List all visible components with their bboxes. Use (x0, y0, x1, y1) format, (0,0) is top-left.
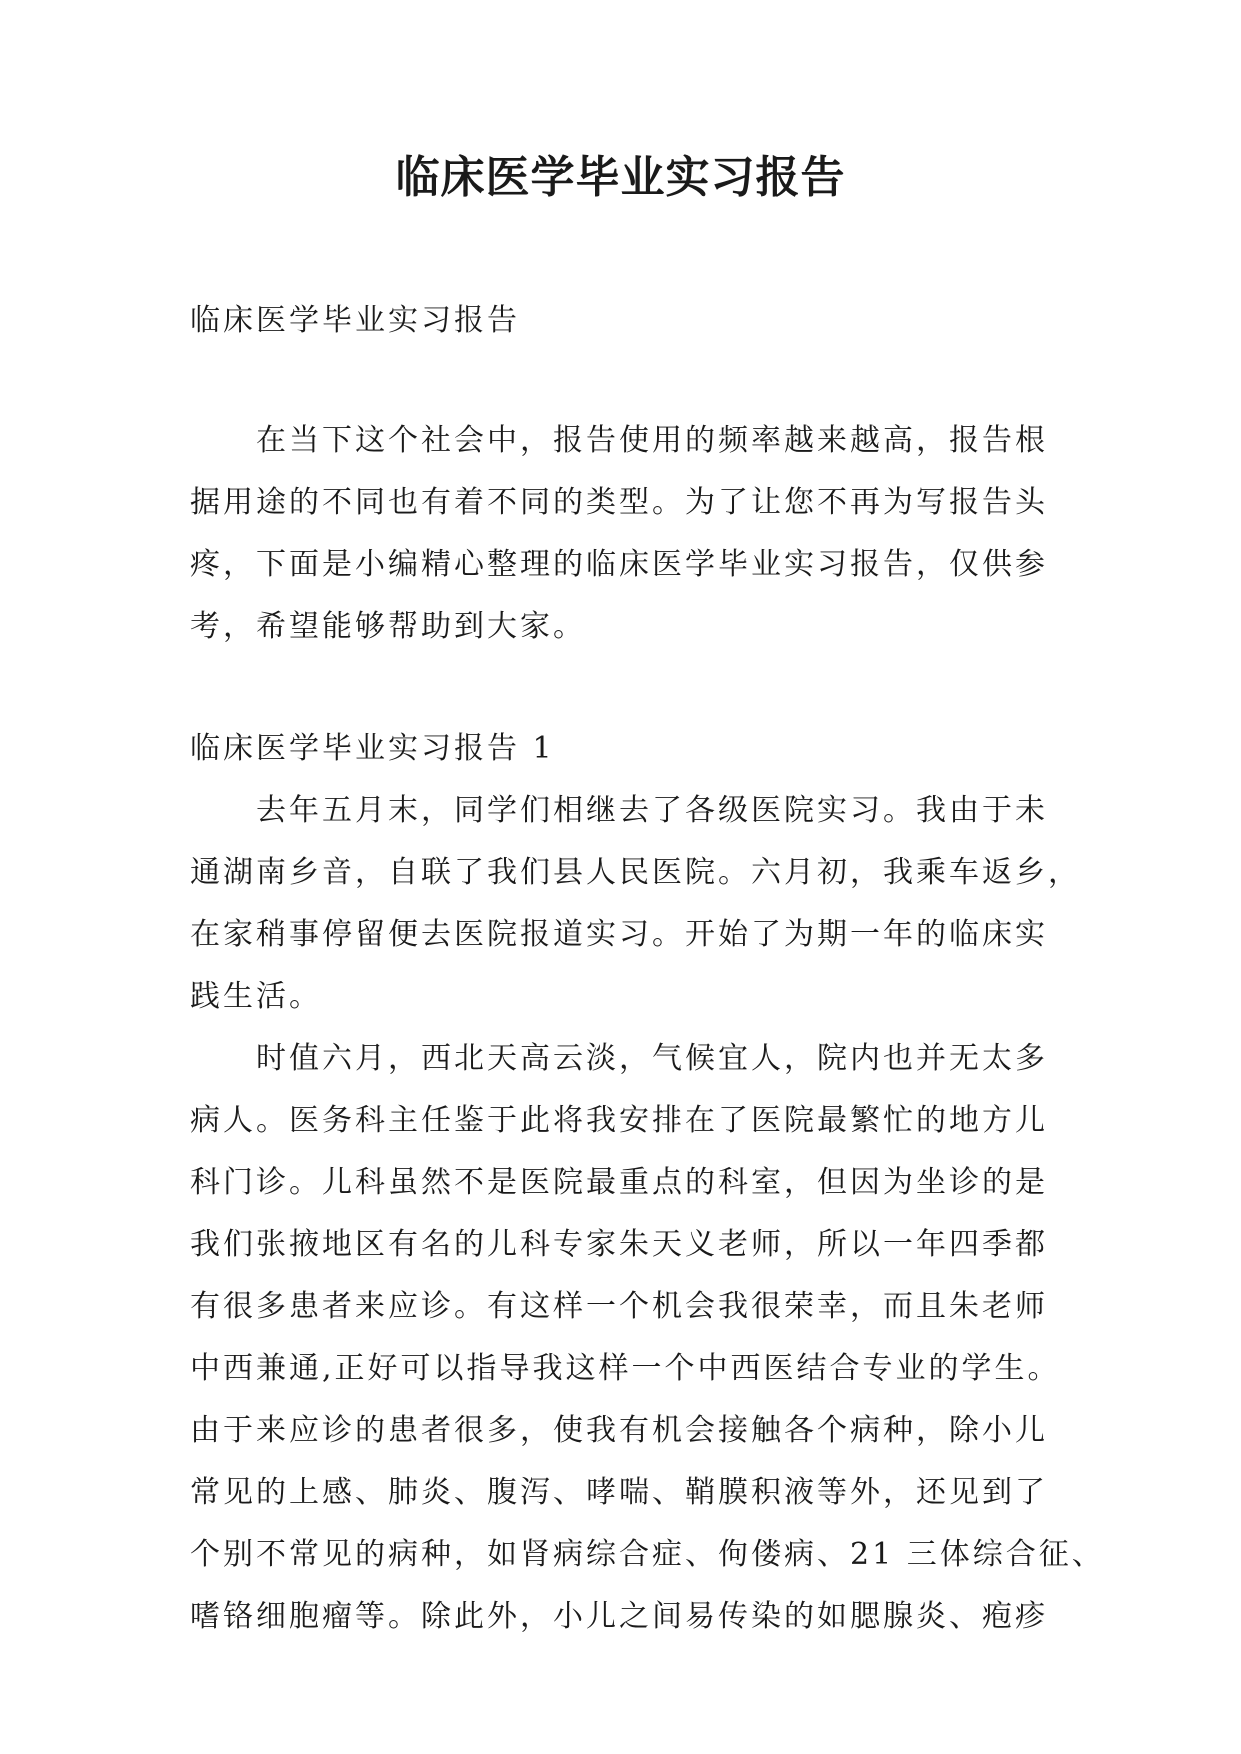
paragraph-line: 践生活。 (190, 979, 322, 1014)
section1-paragraph-1 (190, 780, 1081, 1028)
paragraph-line: 中西兼通,正好可以指导我这样一个中西医结合专业的学生。 (190, 1351, 1061, 1386)
paragraph-line: 病人。医务科主任鉴于此将我安排在了医院最繁忙的地方儿 (190, 1103, 1048, 1138)
section1-paragraph-2 (190, 1028, 1105, 1648)
spacer (190, 352, 1050, 410)
spacer (190, 658, 1050, 718)
paragraph-line: 疼，下面是小编精心整理的临床医学毕业实习报告，仅供参 (190, 547, 1048, 582)
document-subtitle: 临床医学毕业实习报告 (190, 303, 520, 338)
document-body (190, 290, 1105, 1648)
paragraph-line: 考，希望能够帮助到大家。 (190, 609, 586, 644)
document-title: 临床医学毕业实习报告 (395, 152, 846, 203)
paragraph-line: 嗜铬细胞瘤等。除此外，小儿之间易传染的如腮腺炎、疱疹 (190, 1599, 1048, 1634)
paragraph-line: 在当下这个社会中，报告使用的频率越来越高，报告根 (190, 423, 1048, 458)
intro-paragraph (190, 410, 1050, 658)
paragraph-line: 科门诊。儿科虽然不是医院最重点的科室，但因为坐诊的是 (190, 1165, 1048, 1200)
paragraph-line: 时值六月，西北天高云淡，气候宜人，院内也并无太多 (190, 1041, 1048, 1076)
paragraph-line: 由于来应诊的患者很多，使我有机会接触各个病种，除小儿 (190, 1413, 1048, 1448)
paragraph-line: 去年五月末，同学们相继去了各级医院实习。我由于未 (190, 793, 1048, 828)
paragraph-line: 个别不常见的病种，如肾病综合症、佝偻病、21 三体综合征、 (190, 1537, 1105, 1572)
paragraph-line: 在家稍事停留便去医院报道实习。开始了为期一年的临床实 (190, 917, 1048, 952)
section-heading: 临床医学毕业实习报告 1 (190, 731, 555, 766)
paragraph-line: 通湖南乡音，自联了我们县人民医院。六月初，我乘车返乡， (190, 855, 1081, 890)
paragraph-line: 我们张掖地区有名的儿科专家朱天义老师，所以一年四季都 (190, 1227, 1048, 1262)
paragraph-line: 常见的上感、肺炎、腹泻、哮喘、鞘膜积液等外，还见到了 (190, 1475, 1048, 1510)
paragraph-line: 据用途的不同也有着不同的类型。为了让您不再为写报告头 (190, 485, 1048, 520)
paragraph-line: 有很多患者来应诊。有这样一个机会我很荣幸，而且朱老师 (190, 1289, 1048, 1324)
